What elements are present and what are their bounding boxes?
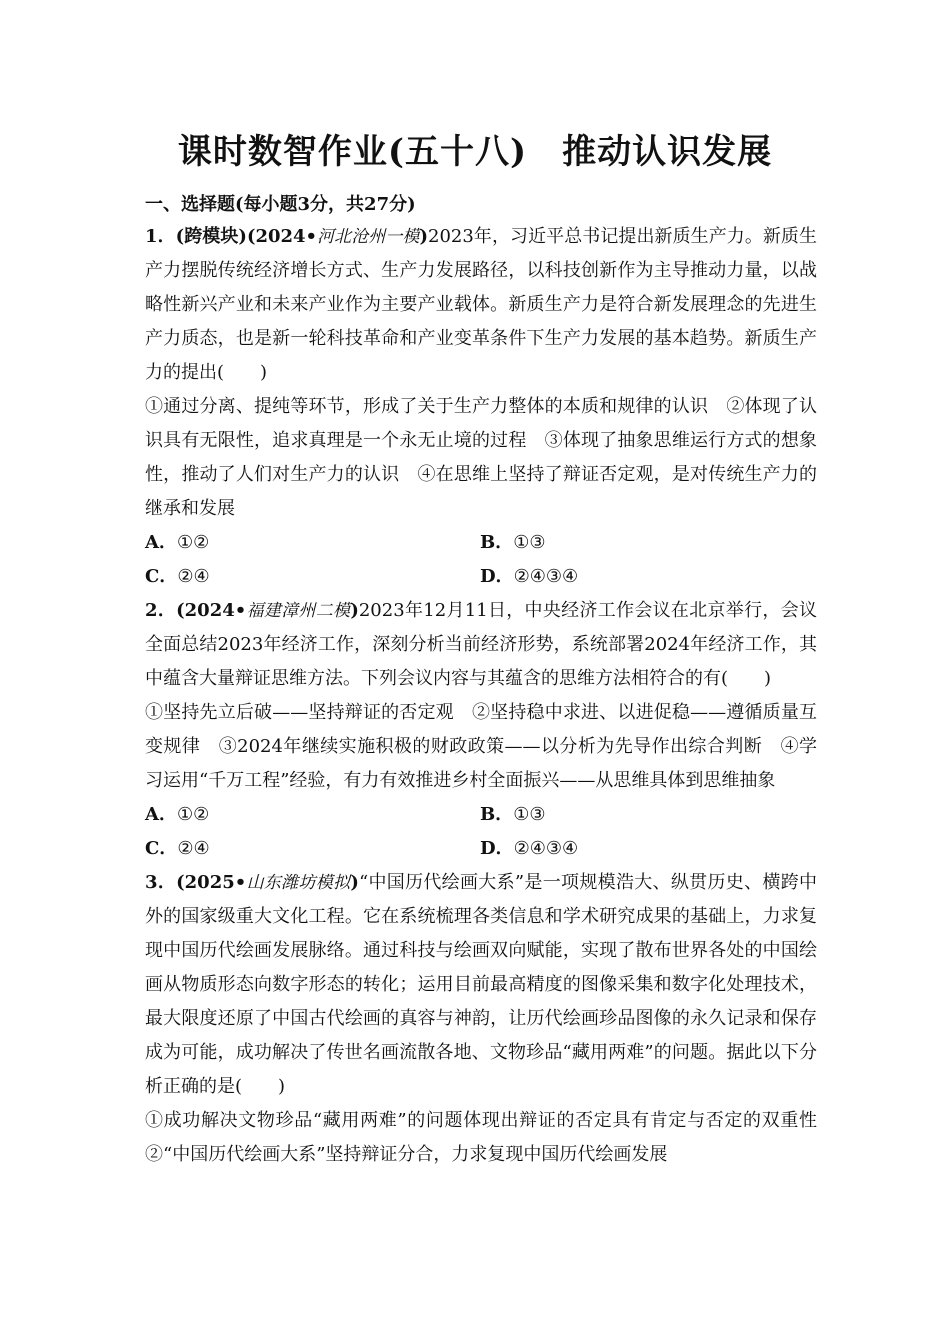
question-list (145, 220, 835, 1172)
option-c[interactable]: C．②④ (145, 838, 210, 859)
source-close: ) (419, 226, 429, 247)
question-source: 山东潍坊模拟 (246, 873, 351, 893)
question-1 (145, 220, 817, 594)
question-source: 福建漳州二模 (246, 601, 351, 621)
option-b[interactable]: B．①③ (480, 804, 546, 825)
source-open: (2025• (176, 872, 247, 893)
question-source: 河北沧州一模 (317, 227, 420, 247)
question-number: 3． (145, 872, 177, 893)
question-number: 2． (145, 600, 177, 621)
question-tag: (跨模块) (175, 226, 247, 247)
question-3-statements: ①成功解决文物珍品“藏用两难”的问题体现出辩证的否定具有肯定与否定的双重性 ②“中国历代绘画大系”坚持辩证分合，力求复现中国历代绘画发展 (145, 1110, 835, 1165)
source-close: ) (350, 600, 359, 621)
question-3-stem (145, 866, 817, 1104)
question-2-stem (145, 594, 817, 696)
question-text: “中国历代绘画大系”是一项规模浩大、纵贯历史、横跨中外的国家级重大文化工程。它在系统梳理各类信息和学术研究成果的基础上，力求复现中国历代绘画发展脉络。通过科技与绘画双向赋能，实现了散布世界各处的中国绘画从物质形态向数字形态的转化；运用目前最高精度的图像采集和数字化处理技术，最大限度还原了中国古代绘画的真容与神韵，让历代绘画珍品图像的永久记录和保存成为可能，成功解决了传世名画流散各地、文物珍品“藏用两难”的问题。据此以下分析正确的是( ) (145, 872, 818, 1097)
question-2-statements: ①坚持先立后破——坚持辩证的否定观 ②坚持稳中求进、以进促稳——遵循质量互变规律 ③2024年继续实施积极的财政政策——以分析为先导作出综合判断 ④学习运用“千万工程”经验，有力有效推进乡村全面振兴——从思维具体到思维抽象 (145, 702, 817, 791)
question-1-options (145, 526, 817, 594)
question-text: 2023年12月11日，中央经济工作会议在北京举行，会议全面总结2023年经济工作，深刻分析当前经济形势，系统部署2024年经济工作，其中蕴含大量辩证思维方法。下列会议内容与其蕴含的思维方法相符合的有( ) (145, 600, 817, 689)
option-c[interactable]: C．②④ (145, 566, 210, 587)
question-number: 1． (145, 226, 176, 247)
option-d[interactable]: D．②④③④ (480, 838, 579, 859)
page-title: 课时数智作业(五十八) 推动认识发展 (177, 132, 773, 172)
question-3 (145, 866, 835, 1172)
section-heading: 一、选择题(每小题3分，共27分) (145, 194, 416, 215)
option-a[interactable]: A．①② (145, 804, 210, 825)
question-2-options (145, 798, 817, 866)
question-2 (145, 594, 817, 866)
option-b[interactable]: B．①③ (480, 532, 546, 553)
question-1-statements: ①通过分离、提纯等环节，形成了关于生产力整体的本质和规律的认识 ②体现了认识具有无限性，追求真理是一个永无止境的过程 ③体现了抽象思维运行方式的想象性，推动了人们对生产力的认识 ④在思维上坚持了辩证否定观，是对传统生产力的继承和发展 (145, 396, 817, 519)
source-open: (2024• (246, 226, 318, 247)
option-a[interactable]: A．①② (145, 532, 210, 553)
source-close: ) (350, 872, 359, 893)
source-open: (2024• (176, 600, 247, 621)
question-text: 2023年，习近平总书记提出新质生产力。新质生产力摆脱传统经济增长方式、生产力发展路径，以科技创新作为主导推动力量，以战略性新兴产业和未来产业作为主要产业载体。新质生产力是符合新发展理念的先进生产力质态，也是新一轮科技革命和产业变革条件下生产力发展的基本趋势。新质生产力的提出( ) (145, 226, 817, 383)
question-1-stem (145, 220, 817, 390)
option-d[interactable]: D．②④③④ (480, 566, 579, 587)
